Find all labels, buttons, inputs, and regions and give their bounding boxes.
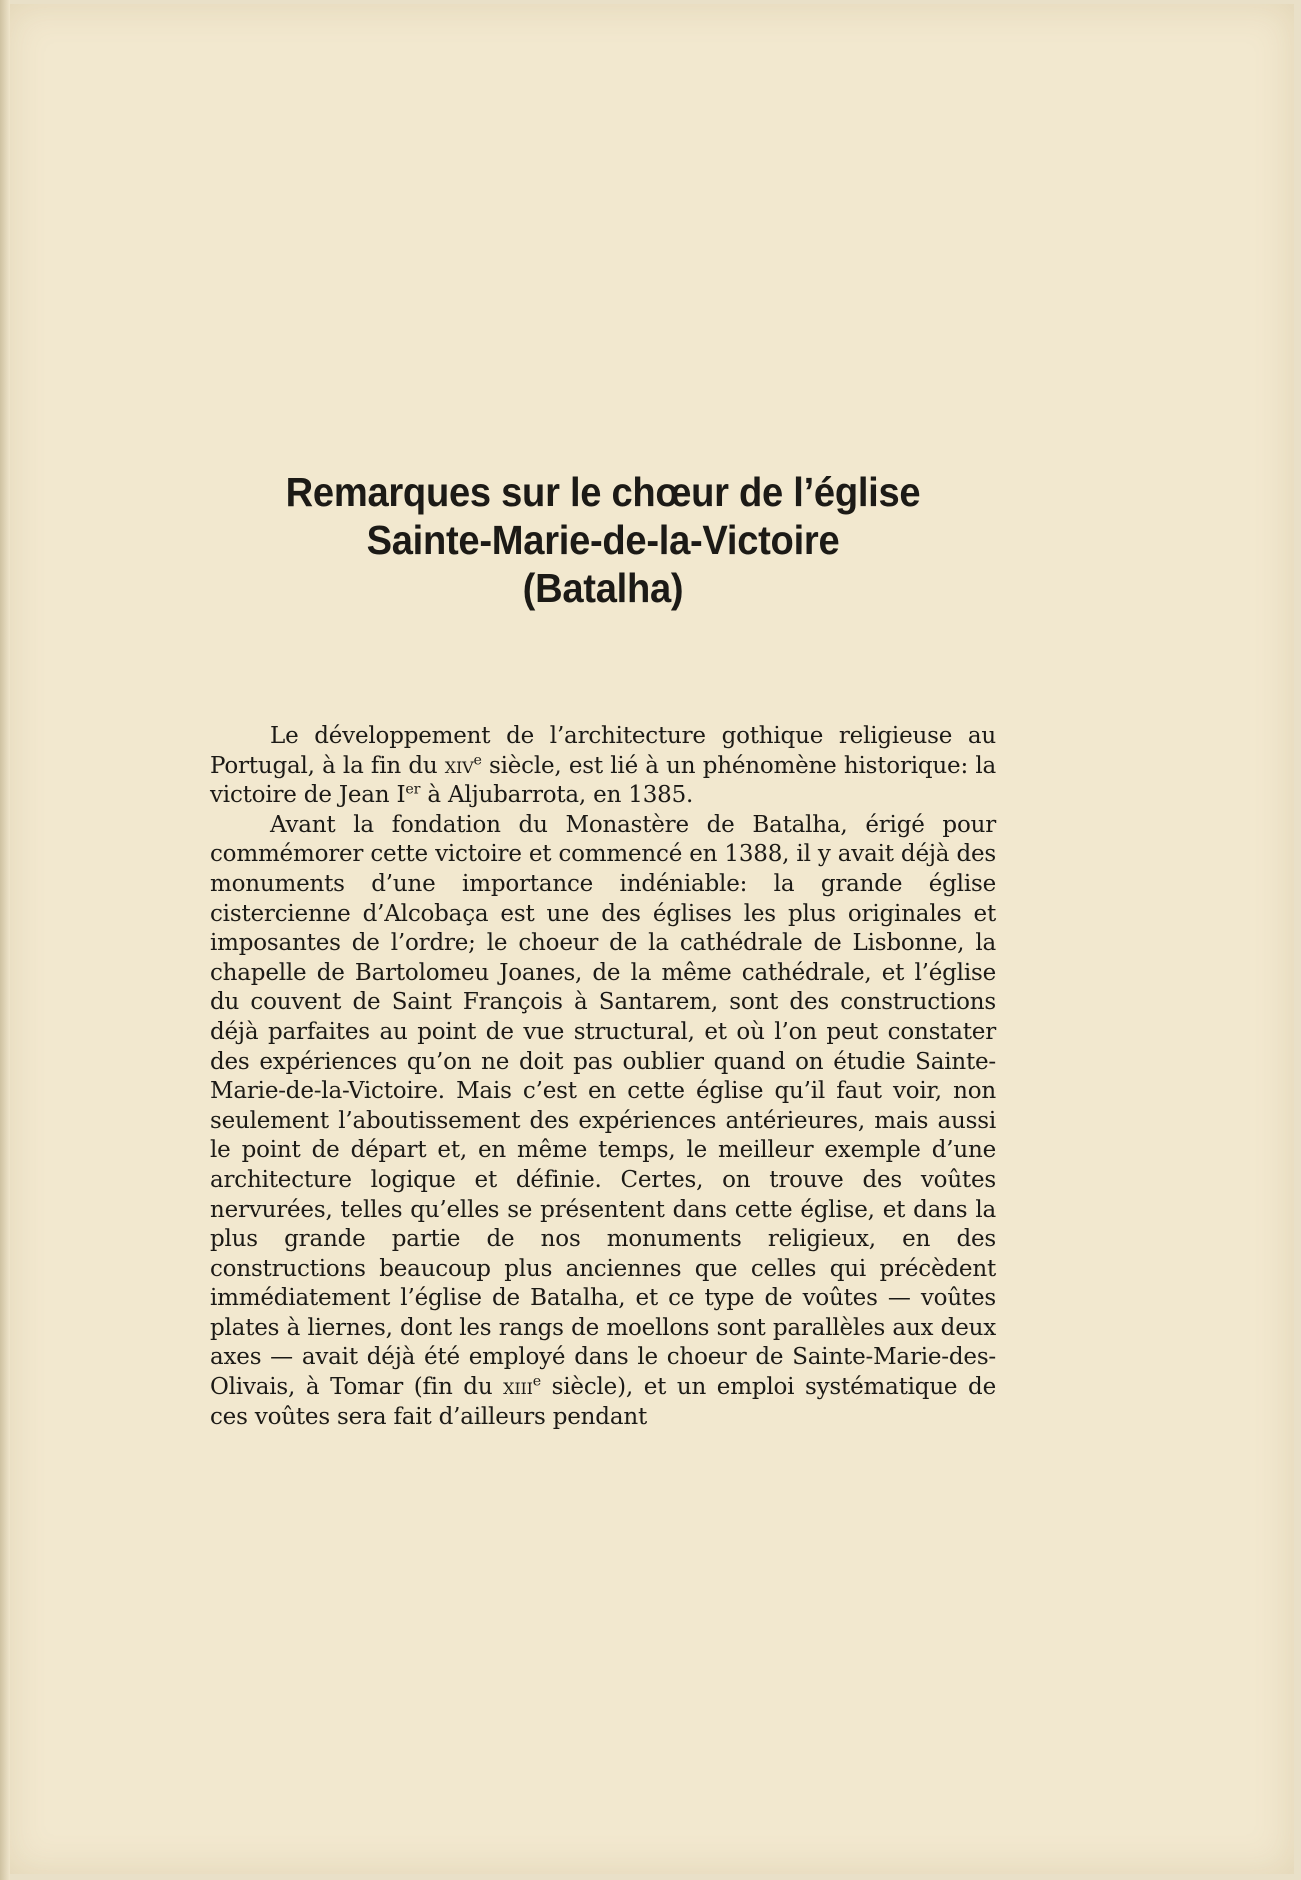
text-segment: siècle), et un emploi systématique de ces voûtes sera fait d’ailleurs pendant [210, 1374, 996, 1430]
paragraph-2 [210, 811, 996, 1432]
text-segment: e [532, 1373, 541, 1390]
article [210, 468, 996, 1432]
title-line-2: Sainte-Marie-de-la-Victoire [366, 517, 840, 563]
body-text [210, 722, 996, 1432]
text-segment: xiv [444, 752, 474, 779]
article-title [238, 468, 969, 612]
text-segment: Le développement de l’architecture gothique religieuse au Portugal, à la fin du [210, 723, 996, 779]
text-segment: e [473, 751, 482, 768]
title-line-3: (Batalha) [522, 565, 684, 611]
text-segment: siècle, est lié à un phénomène historique: la victoire de Jean I [210, 752, 996, 809]
text-segment: er [405, 781, 421, 798]
page-edge [0, 0, 10, 1880]
text-segment: à Aljubarrota, en 1385. [420, 782, 694, 809]
text-segment: xiii [503, 1374, 533, 1401]
text-segment: Avant la fondation du Monastère de Batalha, érigé pour commémorer cette victoire et commencé en 1388, il y avait déjà des monuments d’une importance indéniable: la grande église cistercienne d’Alcobaça est une des églises les plus originales et imposantes de l’ordre; le choeur de la cathédrale de Lisbonne, la chapelle de Bartolomeu Joanes, de la même cathédrale, et l’église du couvent de Saint François à Santarem, sont des constructions déjà parfaites au point de vue structural, et où l’on peut constater des expériences qu’on ne doit pas oublier quand on étudie Sainte-Marie-de-la-Victoire. Mais c’est en cette église qu’il faut voir, non seulement l’aboutissement des expériences antérieures, mais aussi le point de départ et, en même temps, le meilleur exemple d’une architecture logique et définie. Certes, on trouve des voûtes nervurées, telles qu’elles se présentent dans cette église, et dans la plus grande partie de nos monuments religieux, en des constructions beaucoup plus anciennes que celles qui précèdent immédiatement l’église de Batalha, et ce type de voûtes — voûtes plates à liernes, dont les rangs de moellons sont parallèles aux deux axes — avait déjà été employé dans le choeur de Sainte-Marie-des-Olivais, à Tomar (fin du [210, 811, 996, 1401]
paragraph-1 [210, 722, 996, 811]
title-line-1: Remarques sur le chœur de l’église [285, 469, 921, 515]
